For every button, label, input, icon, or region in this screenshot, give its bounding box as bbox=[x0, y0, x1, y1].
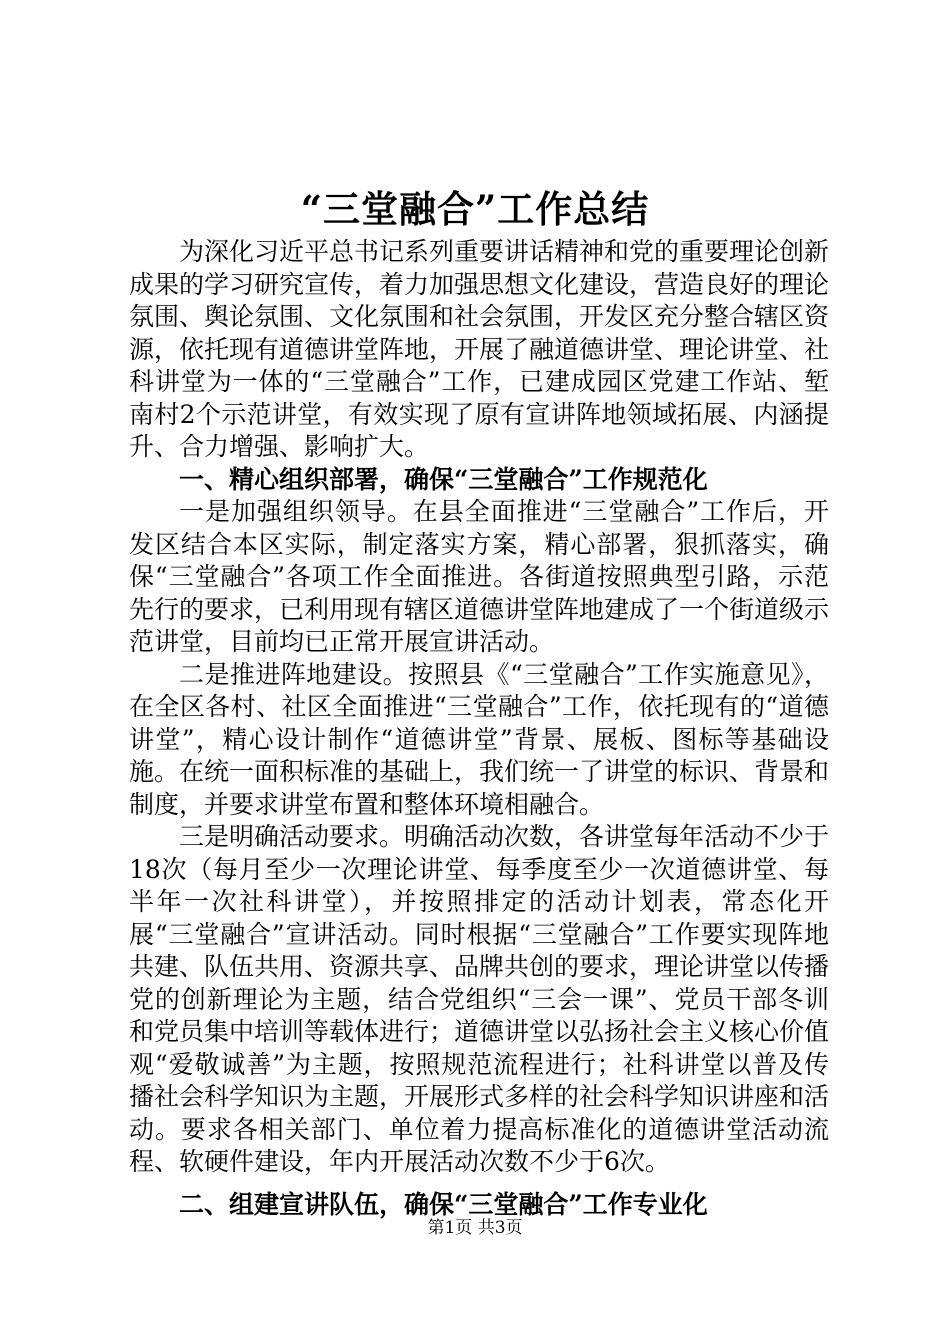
page-number-footer: 第1页 共3页 bbox=[427, 1218, 523, 1238]
document-title: “三堂融合”工作总结 bbox=[300, 187, 650, 231]
document-body bbox=[129, 236, 829, 1221]
intro-paragraph: 为深化习近平总书记系列重要讲话精神和党的重要理论创新成果的学习研究宣传，着力加强思想文化建设，营造良好的理论氛围、舆论氛围、文化氛围和社会氛围，开发区充分整合辖区资源，依托现有道德讲堂阵地，开展了融道德讲堂、理论讲堂、社科讲堂为一体的“三堂融合”工作，已建成园区党建工作站、堑南村2个示范讲堂，有效实现了原有宣讲阵地领域拓展、内涵提升、合力增强、影响扩大。 bbox=[129, 237, 830, 461]
paragraph-activities: 三是明确活动要求。明确活动次数，各讲堂每年活动不少于18次（每月至少一次理论讲堂、每季度至少一次道德讲堂、每半年一次社科讲堂），并按照排定的活动计划表，常态化开展“三堂融合”宣讲活动。同时根据“三堂融合”工作要实现阵地共建、队伍共用、资源共享、品牌共创的要求，理论讲堂以传播党的创新理论为主题，结合党组织“三会一课”、党员干部冬训和党员集中培训等载体进行；道德讲堂以弘扬社会主义核心价值观“爱敬诚善”为主题，按照规范流程进行；社科讲堂以普及传播社会科学知识为主题，开展形式多样的社会科学知识讲座和活动。要求各相关部门、单位着力提高标准化的道德讲堂活动流程、软硬件建设，年内开展活动次数不少于6次。 bbox=[129, 822, 830, 1176]
paragraph-organization: 一是加强组织领导。在县全面推进“三堂融合”工作后，开发区结合本区实际，制定落实方案，精心部署，狠抓落实，确保“三堂融合”各项工作全面推进。各街道按照典型引路，示范先行的要求，已利用现有辖区道德讲堂阵地建成了一个街道级示范讲堂，目前均已正常开展宣讲活动。 bbox=[129, 497, 830, 656]
section-heading-1: 一、精心组织部署，确保“三堂融合”工作规范化 bbox=[179, 464, 708, 494]
paragraph-construction: 二是推进阵地建设。按照县《“三堂融合”工作实施意见》，在全区各村、社区全面推进“三堂融合”工作，依托现有的“道德讲堂”，精心设计制作“道德讲堂”背景、展板、图标等基础设施。在统一面积标准的基础上，我们统一了讲堂的标识、背景和制度，并要求讲堂布置和整体环境相融合。 bbox=[129, 659, 830, 819]
section-heading-2: 二、组建宣讲队伍，确保“三堂融合”工作专业化 bbox=[179, 1189, 708, 1219]
